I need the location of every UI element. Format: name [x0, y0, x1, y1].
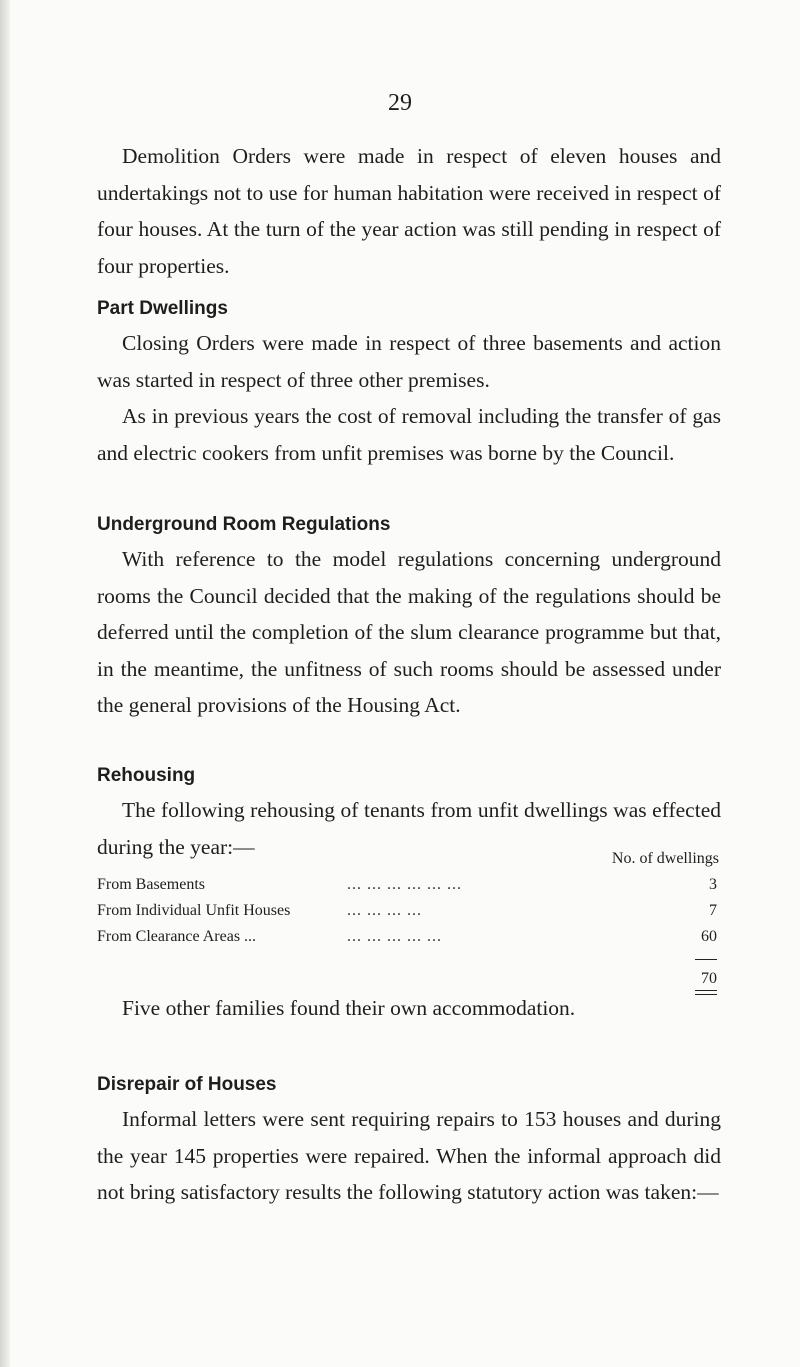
page-edge — [0, 0, 10, 1367]
leader-dots: ... ... ... ... — [347, 902, 422, 919]
table-total: 70 — [701, 970, 717, 987]
section-underground-room-regulations — [97, 512, 721, 724]
table-row — [97, 898, 721, 924]
section-part-dwellings — [97, 296, 721, 471]
row-label: From Basements — [97, 876, 205, 893]
paragraph: Informal letters were sent requiring repairs to 153 houses and during the year 145 properties were repaired. When the informal approach did not bring satisfactory results the following statutory action was taken:— — [97, 1107, 721, 1204]
leader-dots: ... ... ... ... ... ... — [347, 876, 462, 893]
section-heading: Disrepair of Houses — [97, 1074, 277, 1095]
total-rule-container — [97, 950, 721, 962]
row-label: From Clearance Areas ... — [97, 928, 257, 945]
row-value: 3 — [709, 876, 717, 893]
page-number: 29 — [388, 90, 412, 116]
table-column-header: No. of dwellings — [611, 850, 719, 867]
table-row — [97, 924, 721, 950]
rehousing-table — [97, 846, 721, 1002]
paragraph: Five other families found their own accommodation. — [122, 996, 576, 1020]
section-heading: Rehousing — [97, 765, 196, 786]
paragraph: The following rehousing of tenants from unfit dwellings was effected during the year:— — [97, 798, 721, 859]
paragraph: Closing Orders were made in respect of three basements and action was started in respect of three other premises. — [97, 331, 721, 392]
paragraph: Demolition Orders were made in respect of eleven houses and undertakings not to use for human habitation were received in respect of four houses. At the turn of the year action was still pending in respect of four properties. — [97, 144, 721, 278]
row-value: 60 — [701, 928, 717, 945]
row-value: 7 — [709, 902, 717, 919]
section-demolition — [97, 138, 721, 284]
section-heading: Underground Room Regulations — [97, 514, 391, 535]
after-table-note — [97, 990, 721, 1027]
paragraph: With reference to the model regulations concerning underground rooms the Council decided that the making of the regulations should be deferred until the completion of the slum clearance programme but that, in the meantime, the unfitness of such rooms should be assessed under the general provisions of the Housing Act. — [97, 547, 721, 717]
table-row — [97, 872, 721, 898]
paragraph: As in previous years the cost of removal including the transfer of gas and electric cookers from unfit premises was borne by the Council. — [97, 404, 721, 465]
section-disrepair-of-houses — [97, 1072, 721, 1211]
leader-dots: ... ... ... ... ... — [347, 928, 442, 945]
row-label: From Individual Unfit Houses — [97, 902, 291, 919]
total-rule — [695, 959, 717, 960]
section-heading: Part Dwellings — [97, 298, 228, 319]
